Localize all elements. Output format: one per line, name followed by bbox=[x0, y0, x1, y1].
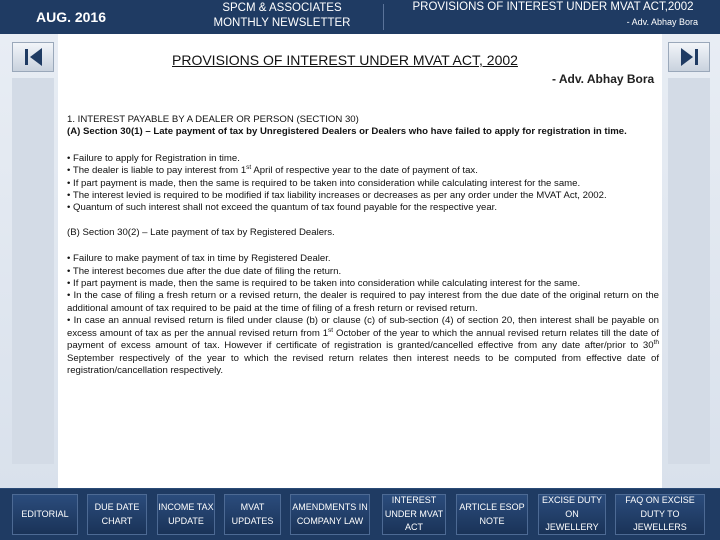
footer-button-article-esop[interactable]: ARTICLE ESOP NOTE bbox=[456, 494, 528, 535]
previous-page-icon bbox=[30, 48, 42, 66]
footer-button-due-date-chart[interactable]: DUE DATE CHART bbox=[87, 494, 147, 535]
header-divider bbox=[383, 4, 384, 30]
a-bullet: • Quantum of such interest shall not exceed the quantum of tax found payable for the respective year. bbox=[67, 202, 498, 214]
left-side-panel bbox=[12, 78, 54, 464]
next-page-icon bbox=[681, 48, 693, 66]
previous-page-button[interactable] bbox=[12, 42, 54, 72]
subsection-a-heading: (A) Section 30(1) – Late payment of tax by Unregistered Dealers or Dealers who have failed to apply for registration in time. bbox=[67, 126, 627, 138]
b-bullet: • In the case of filing a fresh return or a revised return, the dealer is required to pay interest from the due date of the original return on the additional amount of tax required to be paid at the time of filing of a fresh return or revised return. bbox=[67, 290, 659, 314]
footer-button-interest-mvat[interactable]: INTEREST UNDER MVAT ACT bbox=[382, 494, 446, 535]
newsletter-title-line2: MONTHLY NEWSLETTER bbox=[213, 17, 351, 29]
issue-date: AUG. 2016 bbox=[35, 9, 107, 25]
document-title: PROVISIONS OF INTEREST UNDER MVAT ACT, 2002 bbox=[172, 52, 518, 68]
footer-button-excise-jewellery[interactable]: EXCISE DUTY ON JEWELLERY bbox=[538, 494, 606, 535]
subsection-b-heading: (B) Section 30(2) – Late payment of tax by Registered Dealers. bbox=[67, 226, 335, 238]
header-bar bbox=[0, 0, 720, 34]
document-author: - Adv. Abhay Bora bbox=[552, 72, 655, 86]
next-bar-icon bbox=[695, 49, 698, 65]
document-page bbox=[58, 34, 662, 488]
b-bullet: • In case an annual revised return is filed under clause (b) or clause (c) of sub-section (4) of section 20, then interest shall be payable on excess amount of tax as per the annual revised return from 1st October of the year to which the annual revised return relates till the date of payment of excess amount of tax. However if certificate of registration is granted/cancelled effective from any date after/prior to 30th September respectively of the year to which the revised return relates then interest needs to be computed from effective date of registration/cancellation respectively. bbox=[67, 315, 659, 376]
footer-nav bbox=[0, 488, 720, 540]
newsletter-title bbox=[182, 0, 382, 34]
b-bullet: • The interest becomes due after the due date of filing the return. bbox=[67, 265, 342, 277]
newsletter-title-line1: SPCM & ASSOCIATES bbox=[222, 2, 342, 14]
previous-bar-icon bbox=[25, 49, 28, 65]
document-body bbox=[67, 114, 659, 377]
next-page-button[interactable] bbox=[668, 42, 710, 72]
footer-button-income-tax-update[interactable]: INCOME TAX UPDATE bbox=[157, 494, 215, 535]
a-bullet: • Failure to apply for Registration in time. bbox=[67, 152, 240, 164]
footer-button-mvat-updates[interactable]: MVAT UPDATES bbox=[224, 494, 281, 535]
a-bullet: • The dealer is liable to pay interest from 1st April of respective year to the date of payment of tax. bbox=[67, 164, 478, 177]
footer-button-faq-excise[interactable]: FAQ ON EXCISE DUTY TO JEWELLERS bbox=[615, 494, 705, 535]
section-heading: 1. INTEREST PAYABLE BY A DEALER OR PERSON (SECTION 30) bbox=[67, 114, 359, 125]
right-side-panel bbox=[668, 78, 710, 464]
a-bullet: • The interest levied is required to be modified if tax liability increases or decreases as per any order under the MVAT Act, 2002. bbox=[67, 190, 607, 202]
footer-button-editorial[interactable]: EDITORIAL bbox=[12, 494, 78, 535]
header-author: - Adv. Abhay Bora bbox=[626, 17, 698, 27]
a-bullet: • If part payment is made, then the same is required to be taken into consideration while calculating interest for the same. bbox=[67, 177, 581, 189]
b-bullet: • Failure to make payment of tax in time by Registered Dealer. bbox=[67, 253, 331, 265]
footer-button-amendments-company-law[interactable]: AMENDMENTS IN COMPANY LAW bbox=[290, 494, 370, 535]
header-topic: PROVISIONS OF INTEREST UNDER MVAT ACT,2002 bbox=[412, 1, 694, 13]
b-bullet: • If part payment is made, then the same is required to be taken into consideration while calculating interest for the same. bbox=[67, 278, 581, 290]
